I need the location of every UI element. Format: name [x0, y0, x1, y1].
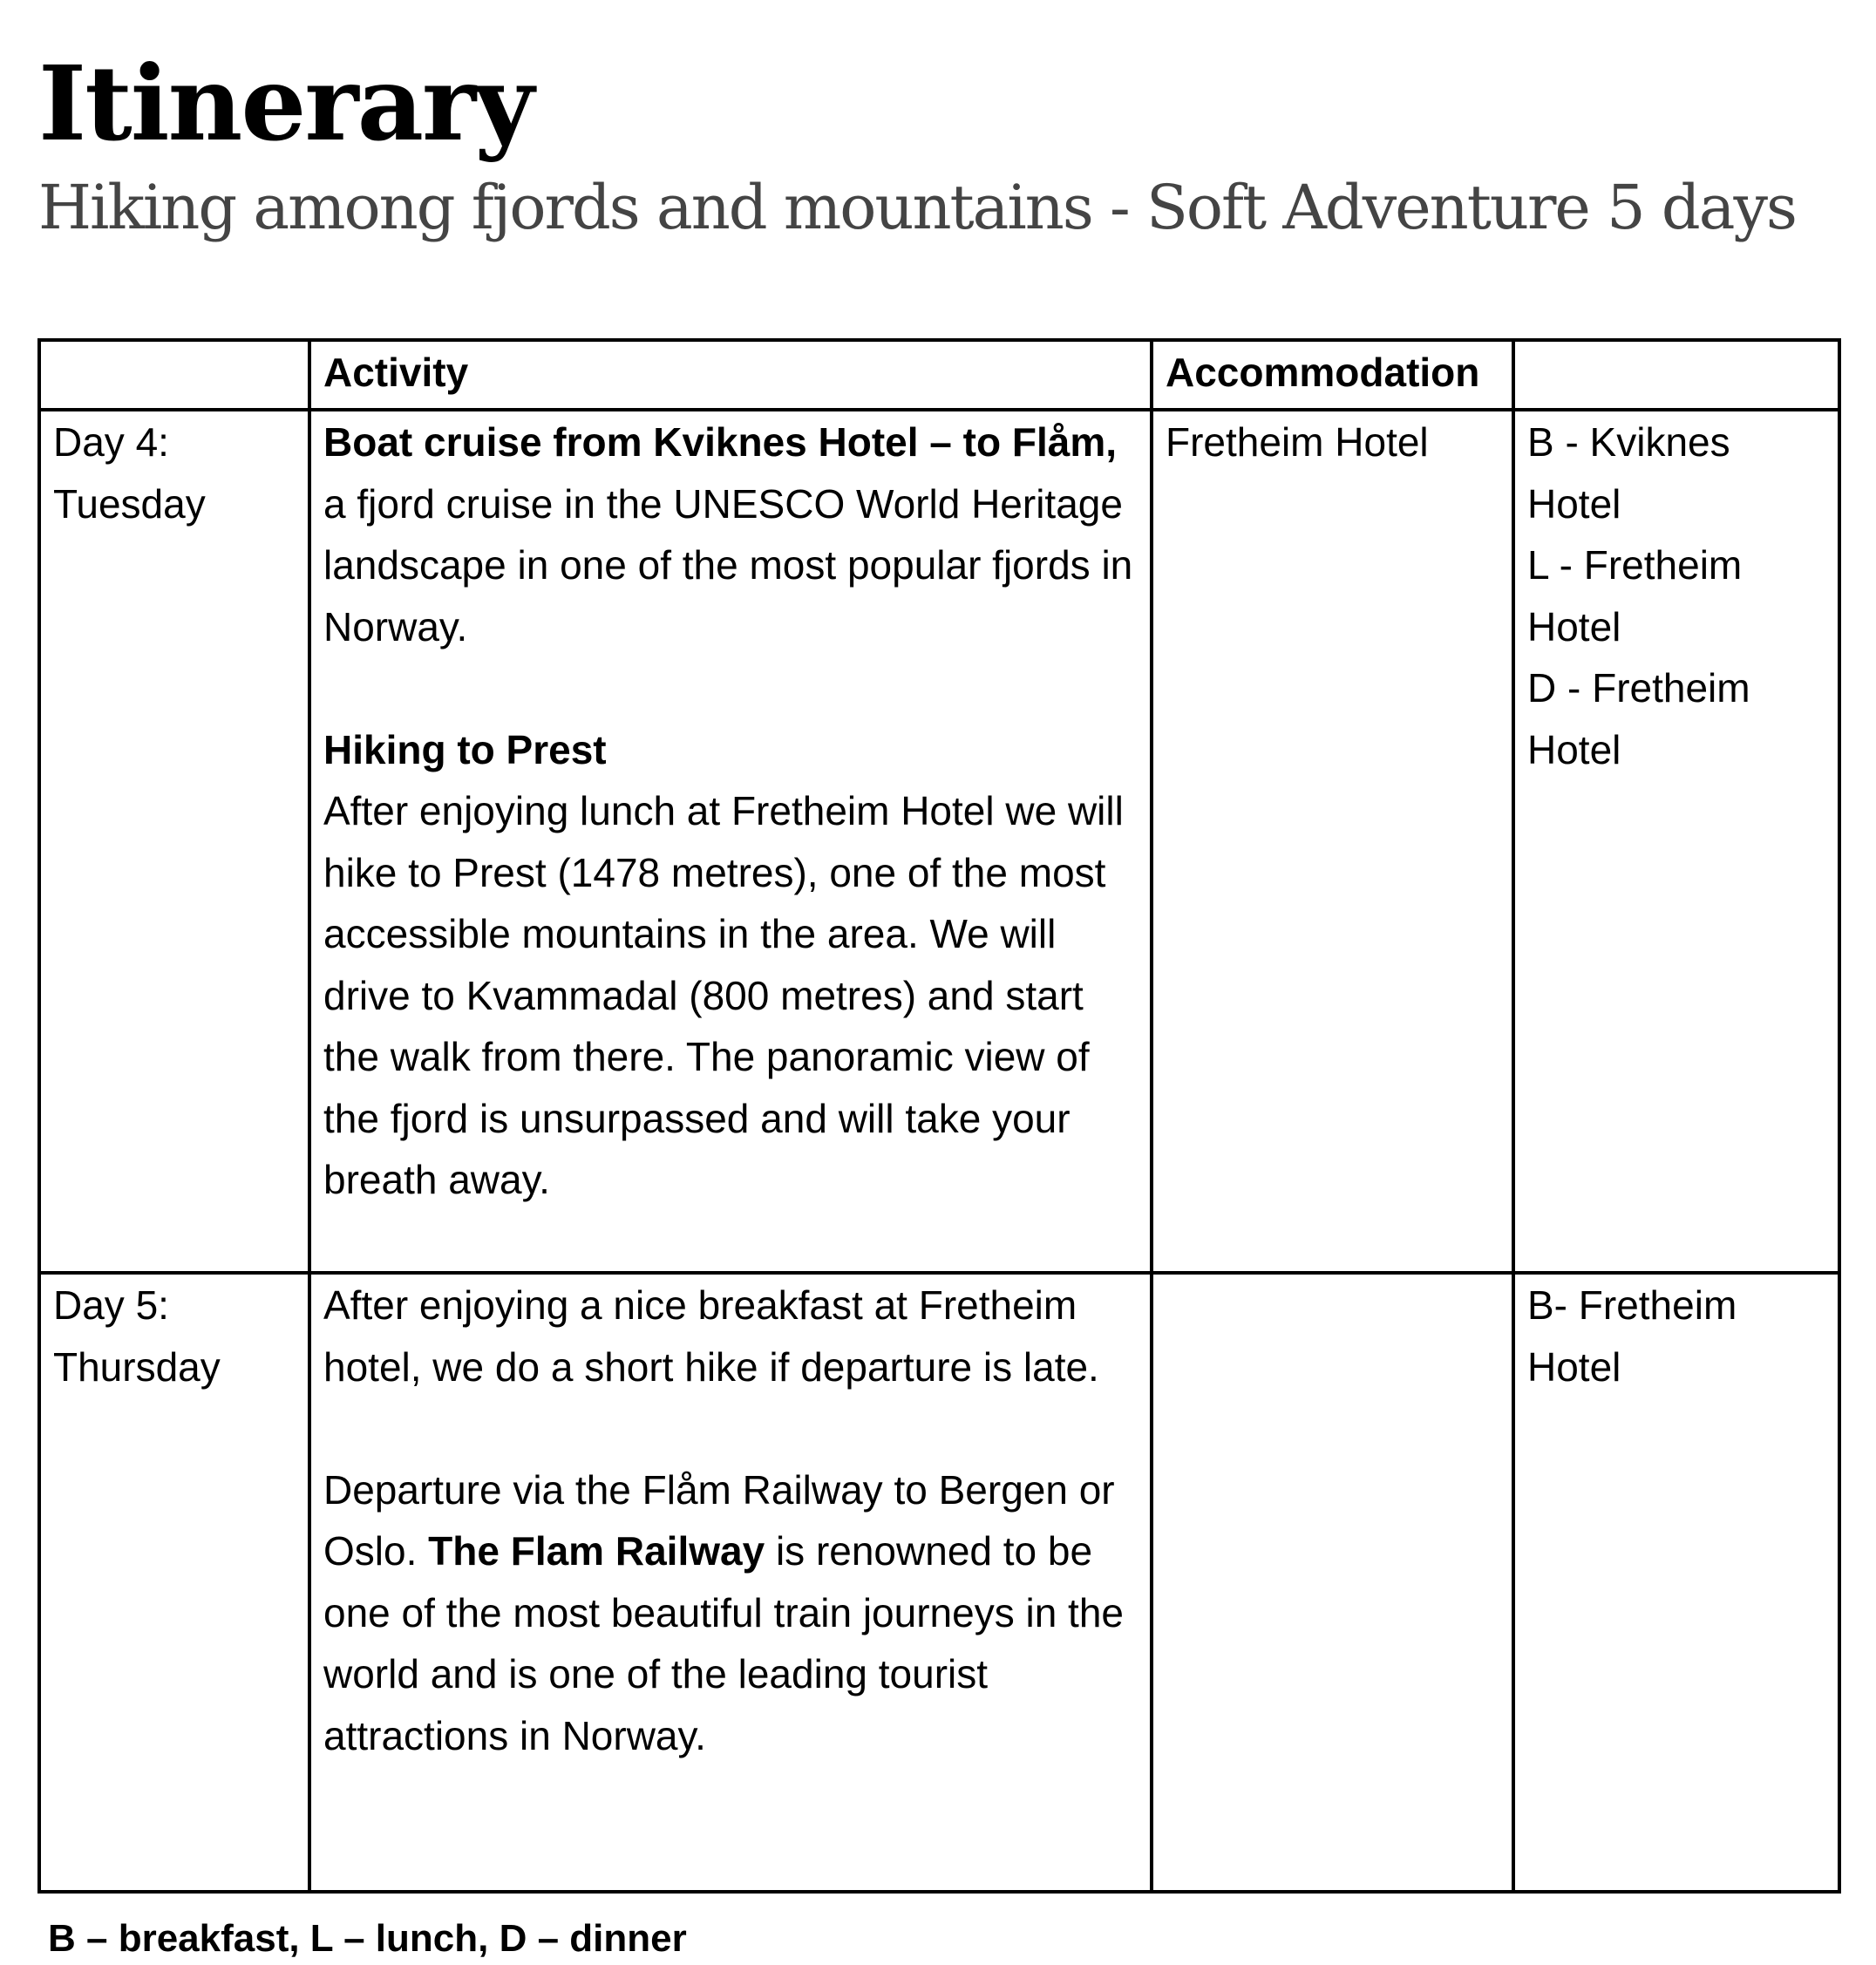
- activity-heading-text: Hiking to Prest: [323, 726, 607, 772]
- header-day: [39, 340, 309, 410]
- meals-cell: [1513, 410, 1839, 1273]
- activity-text: Departure via the Flåm Railway to Bergen or Oslo.: [323, 1466, 1115, 1574]
- itinerary-table: [37, 338, 1841, 1894]
- page-subtitle: Hiking among fjords and mountains - Soft Adventure 5 days: [38, 172, 1796, 243]
- activity-highlight: The Flam Railway: [428, 1528, 765, 1574]
- meal-entry: B- Fretheim Hotel: [1527, 1282, 1737, 1390]
- table-row-day-4: [39, 410, 1839, 1273]
- table-row-day-5: [39, 1273, 1839, 1892]
- activity-text: is renowned to be one of the most beautiful train journeys in the world and is one of the leading tourist attractions in Norway.: [323, 1528, 1125, 1758]
- header-meals: [1513, 340, 1839, 410]
- activity-heading: [323, 719, 1138, 781]
- paragraph-spacer: [323, 1397, 1138, 1459]
- meal-entry: D - Fretheim Hotel: [1527, 665, 1750, 772]
- header-accommodation: Accommodation: [1152, 340, 1513, 410]
- accommodation-cell: Fretheim Hotel: [1152, 410, 1513, 1273]
- activity-cell: [309, 1273, 1152, 1892]
- day-label: Day 4:: [53, 419, 169, 465]
- weekday-label: Thursday: [53, 1343, 221, 1390]
- day-cell: [39, 1273, 309, 1892]
- meal-legend: B – breakfast, L – lunch, D – dinner: [48, 1917, 687, 1960]
- meal-entry: L - Fretheim Hotel: [1527, 542, 1743, 649]
- activity-paragraph: [323, 411, 1138, 657]
- day-cell: [39, 410, 309, 1273]
- page-title: Itinerary: [38, 43, 533, 164]
- day-label: Day 5:: [53, 1282, 169, 1328]
- activity-highlight: Boat cruise from Kviknes Hotel – to Flåm,: [323, 419, 1118, 465]
- paragraph-spacer: [323, 657, 1138, 719]
- activity-paragraph: After enjoying lunch at Fretheim Hotel we will hike to Prest (1478 metres), one of the most accessible mountains in the area. We will drive to Kvammadal (800 metres) and start the walk from there. The panoramic view of the fjord is unsurpassed and will take your breath away.: [323, 788, 1124, 1202]
- table-header-row: [39, 340, 1839, 410]
- meal-entry: B - Kviknes Hotel: [1527, 419, 1730, 527]
- accommodation-cell: [1152, 1273, 1513, 1892]
- activity-text: a fjord cruise in the UNESCO World Heritage landscape in one of the most popular fjords in Norway.: [323, 480, 1133, 649]
- weekday-label: Tuesday: [53, 480, 206, 527]
- header-activity: Activity: [309, 340, 1152, 410]
- activity-paragraph: After enjoying a nice breakfast at Fretheim hotel, we do a short hike if departure is late.: [323, 1282, 1099, 1390]
- activity-paragraph: [323, 1459, 1138, 1767]
- activity-cell: [309, 410, 1152, 1273]
- meals-cell: [1513, 1273, 1839, 1892]
